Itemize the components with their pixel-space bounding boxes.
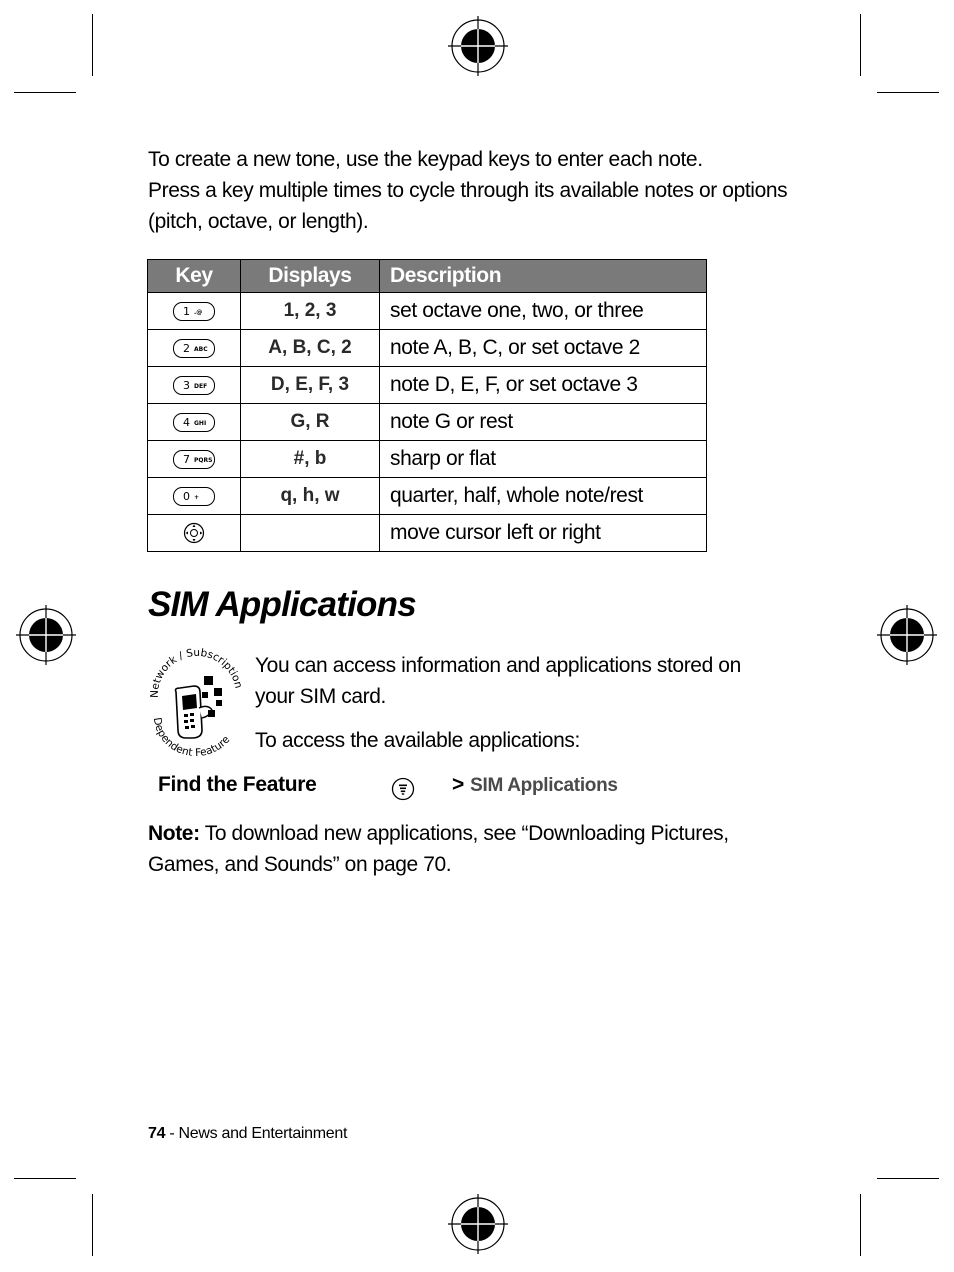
header-key: Key	[148, 260, 241, 293]
displays-cell	[241, 515, 380, 552]
crop-mark	[14, 92, 76, 93]
key-0-icon: 0 +	[173, 487, 215, 506]
key-7-icon: 7 PQRS	[173, 450, 215, 469]
description-cell: quarter, half, whole note/rest	[380, 478, 707, 515]
description-cell: sharp or flat	[380, 441, 707, 478]
nav-key-icon	[183, 522, 205, 544]
crop-mark	[877, 1178, 939, 1179]
section-title: SIM Applications	[148, 585, 416, 624]
crop-mark	[14, 1178, 76, 1179]
description-cell: note A, B, C, or set octave 2	[380, 330, 707, 367]
table-row	[148, 441, 707, 478]
badge-text-bottom: Dependent Feature	[150, 716, 233, 756]
note-label: Note:	[148, 822, 200, 845]
page-number: 74	[148, 1125, 166, 1142]
table-row	[148, 515, 707, 552]
description-cell: note G or rest	[380, 404, 707, 441]
key-4-icon: 4 GHI	[173, 413, 215, 432]
description-cell: note D, E, F, or set octave 3	[380, 367, 707, 404]
crop-mark	[860, 1194, 861, 1256]
table-row	[148, 404, 707, 441]
registration-mark-icon	[446, 14, 510, 78]
section-paragraph-1: You can access information and applications stored on your SIM card.	[255, 654, 741, 708]
header-displays: Displays	[241, 260, 380, 293]
header-description: Description	[380, 260, 707, 293]
crop-mark	[92, 14, 93, 76]
displays-cell: A, B, C, 2	[241, 330, 380, 367]
network-dependent-feature-icon	[144, 648, 248, 756]
crop-mark	[92, 1194, 93, 1256]
key-2-icon: 2 ABC	[173, 339, 215, 358]
menu-key-icon	[391, 777, 415, 801]
displays-cell: D, E, F, 3	[241, 367, 380, 404]
feature-path	[452, 773, 618, 797]
key-3-icon: 3 DEF	[173, 376, 215, 395]
description-cell: move cursor left or right	[380, 515, 707, 552]
displays-cell: G, R	[241, 404, 380, 441]
note-paragraph	[148, 818, 788, 880]
crop-mark	[860, 14, 861, 76]
page-footer	[148, 1125, 347, 1143]
key-table	[147, 259, 707, 552]
registration-mark-icon	[446, 1192, 510, 1256]
intro-text	[148, 144, 788, 237]
table-header-row	[148, 260, 707, 293]
table-row	[148, 293, 707, 330]
intro-line-1: To create a new tone, use the keypad keys to enter each note.	[148, 148, 703, 171]
path-separator: >	[452, 773, 465, 796]
registration-mark-icon	[14, 603, 78, 667]
menu-item-sim-applications[interactable]: SIM Applications	[470, 775, 618, 796]
note-text: To download new applications, see “Downloading Pictures, Games, and Sounds” on page 70.	[148, 822, 729, 876]
find-the-feature-label: Find the Feature	[158, 773, 317, 796]
table-row	[148, 367, 707, 404]
description-cell: set octave one, two, or three	[380, 293, 707, 330]
displays-cell: 1, 2, 3	[241, 293, 380, 330]
section-paragraph-2: To access the available applications:	[255, 729, 580, 752]
intro-line-2: Press a key multiple times to cycle through its available notes or options (pitch, octave, or length).	[148, 179, 788, 233]
displays-cell: #, b	[241, 441, 380, 478]
badge-text-top: Network / Subscription	[148, 648, 245, 699]
footer-separator: -	[165, 1125, 179, 1142]
key-1-icon: 1 .@	[173, 302, 215, 321]
footer-section: News and Entertainment	[178, 1125, 348, 1142]
table-row	[148, 478, 707, 515]
table-row	[148, 330, 707, 367]
crop-mark	[877, 92, 939, 93]
registration-mark-icon	[875, 603, 939, 667]
displays-cell: q, h, w	[241, 478, 380, 515]
